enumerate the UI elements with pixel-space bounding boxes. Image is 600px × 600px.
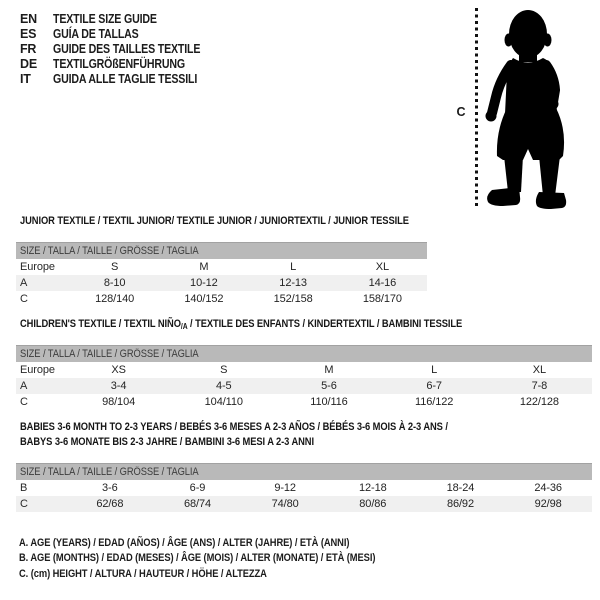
row-label: C — [20, 395, 28, 408]
size-cell: 3-4 — [66, 378, 171, 394]
language-row-it — [20, 72, 226, 87]
note-line-a: A. AGE (YEARS) / EDAD (AÑOS) / ÂGE (ANS) / ALTER (JAHRE) / ETÀ (ANNI) — [19, 537, 350, 549]
size-cell: 74/80 — [241, 496, 329, 512]
row-label: C — [16, 496, 66, 512]
language-title-list — [20, 12, 226, 87]
size-cell: 18-24 — [446, 481, 475, 494]
language-code: ES — [20, 27, 37, 41]
size-cell: 152/158 — [273, 292, 313, 305]
footnotes — [19, 536, 438, 582]
language-title: GUIDA ALLE TAGLIE TESSILI — [53, 72, 198, 86]
size-cell: S — [220, 363, 228, 376]
row-label: Europe — [20, 363, 55, 376]
size-cell: 14-16 — [338, 275, 427, 291]
size-cell: 80/86 — [329, 496, 417, 512]
row-label: C — [20, 292, 28, 305]
size-table-babies — [16, 463, 592, 512]
row-label: A — [16, 275, 70, 291]
size-cell: 122/128 — [519, 395, 559, 408]
table-row — [16, 378, 592, 394]
size-header-bar — [16, 464, 592, 480]
size-cell: 12-13 — [249, 275, 338, 291]
table-row — [16, 496, 592, 512]
section-title-children: CHILDREN'S TEXTILE / TEXTIL $NIÑO_{/A}$ / TEXTILE DES ENFANTS / KINDERTEXTIL / BAMBINI TESSILE — [20, 318, 463, 331]
language-row-de — [20, 57, 226, 72]
size-cell: 62/68 — [66, 496, 154, 512]
language-title: TEXTILE SIZE GUIDE — [53, 12, 157, 26]
size-cell: 98/104 — [102, 395, 136, 408]
size-cell: 4-5 — [171, 378, 276, 394]
table-row — [16, 362, 592, 378]
note-line-c: C. (cm) HEIGHT / ALTURA / HAUTEUR / HÖHE / ALTEZZA — [19, 567, 267, 580]
language-row-fr — [20, 42, 226, 57]
size-cell: 104/110 — [204, 395, 243, 408]
row-label: B — [20, 481, 28, 494]
row-label: A — [16, 378, 66, 394]
table-row — [16, 394, 592, 410]
size-header-text: SIZE / TALLA / TAILLE / GRÖSSE / TAGLIA — [20, 244, 199, 257]
size-cell: S — [111, 260, 119, 273]
size-cell: 10-12 — [159, 275, 248, 291]
size-cell: M — [324, 363, 334, 376]
size-table-junior — [16, 242, 427, 307]
language-title: GUIDE DES TAILLES TEXTILE — [53, 42, 201, 56]
size-cell: XS — [111, 363, 126, 376]
language-code: EN — [20, 12, 37, 26]
size-cell: 128/140 — [95, 292, 135, 305]
size-cell: 5-6 — [276, 378, 381, 394]
size-cell: 68/74 — [154, 496, 242, 512]
size-header-text: SIZE / TALLA / TAILLE / GRÖSSE / TAGLIA — [20, 465, 199, 478]
note-line-b: B. AGE (MONTHS) / EDAD (MESES) / ÂGE (MOIS) / ALTER (MONATE) / ETÀ (MESI) — [19, 552, 376, 565]
table-row — [16, 291, 427, 307]
height-measure-line — [475, 8, 478, 209]
size-cell: 110/116 — [310, 395, 348, 408]
section-title-babies: BABIES 3-6 MONTH TO 2-3 YEARS / BEBÉS 3-6 MESES A 2-3 AÑOS / BÉBÉS 3-6 MOIS À 2-3 ANS / BABYS 3-6 MONATE BIS 2-3 JAHRE / BAMBINI 3-6 MESI A 2-3 ANNI — [20, 421, 448, 448]
language-code: DE — [20, 57, 37, 71]
baby-silhouette-icon — [483, 8, 583, 210]
table-row — [16, 480, 592, 496]
size-table-children — [16, 345, 592, 410]
size-cell: 7-8 — [487, 378, 592, 394]
language-row-en — [20, 12, 226, 27]
size-header-bar — [16, 346, 592, 362]
size-cell: 92/98 — [504, 496, 592, 512]
language-title: GUÍA DE TALLAS — [53, 27, 139, 41]
size-cell: 3-6 — [102, 481, 118, 494]
size-cell: 24-36 — [534, 481, 562, 494]
size-cell: 140/152 — [184, 292, 224, 305]
size-cell: L — [431, 363, 438, 376]
section-title-junior: JUNIOR TEXTILE / TEXTIL JUNIOR/ TEXTILE JUNIOR / JUNIORTEXTIL / JUNIOR TESSILE — [20, 215, 409, 227]
size-cell: XL — [375, 260, 390, 273]
size-header-bar — [16, 243, 427, 259]
height-label: C — [456, 105, 466, 119]
size-cell: 9-12 — [274, 481, 296, 494]
language-code: IT — [20, 72, 31, 86]
table-row — [16, 259, 427, 275]
size-cell: M — [199, 260, 209, 273]
size-cell: 8-10 — [70, 275, 159, 291]
language-code: FR — [20, 42, 37, 56]
size-header-text: SIZE / TALLA / TAILLE / GRÖSSE / TAGLIA — [20, 347, 199, 360]
size-cell: 12-18 — [358, 481, 387, 494]
row-label: Europe — [20, 260, 55, 273]
size-cell: 6-9 — [189, 481, 206, 494]
language-title: TEXTILGRÖßENFÜHRUNG — [53, 57, 185, 71]
size-cell: 86/92 — [417, 496, 505, 512]
language-row-es — [20, 27, 226, 42]
size-cell: 158/170 — [362, 292, 402, 305]
size-cell: 6-7 — [382, 378, 487, 394]
size-cell: L — [290, 260, 297, 273]
size-cell: 116/122 — [415, 395, 454, 408]
size-cell: XL — [532, 363, 546, 376]
table-row — [16, 275, 427, 291]
